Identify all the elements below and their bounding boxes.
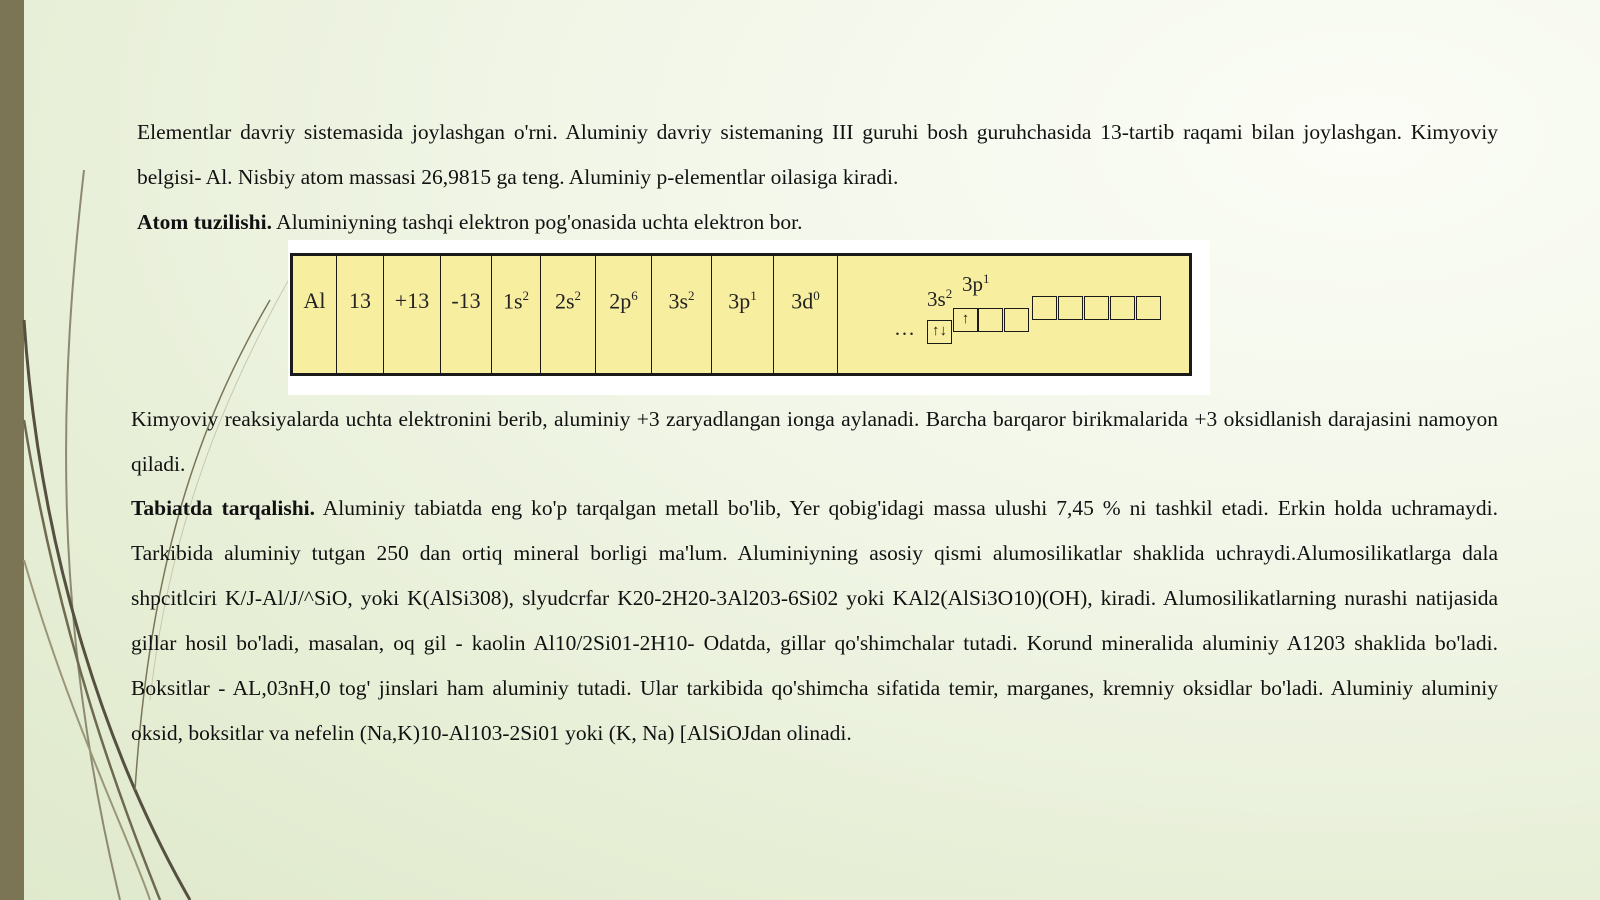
orbital-count: 0 — [813, 288, 820, 303]
cell-3p — [712, 256, 774, 373]
orbital-box-3d-2 — [1058, 296, 1083, 320]
orbital-box-3p-3 — [1004, 308, 1029, 332]
text-atom-structure: Aluminiyning tashqi elektron pog'onasida uchta elektron bor. — [271, 210, 803, 234]
cell-nuclear-charge: +13 — [384, 256, 441, 373]
paragraph-position: Elementlar davriy sistemasida joylashgan o'rni. Aluminiy davriy sistemaning III guruhi bosh guruhchasida 13-tartib raqami bilan joylashgan. Kimyoviy belgisi- Al. Nisbiy atom massasi 26,9815 ga teng. Aluminiy p-elementlar oilasiga kiradi. — [137, 120, 1498, 189]
orbital-box-3d-1 — [1032, 296, 1057, 320]
orbital-label: 3d — [791, 288, 814, 314]
paragraph-occurrence — [131, 486, 1498, 756]
cell-symbol: Al — [293, 256, 337, 373]
orbital-label: 2s — [554, 288, 575, 314]
label-3s-sup: 2 — [945, 286, 953, 301]
orbital-count: 2 — [522, 288, 530, 303]
orbital-box-diagram — [838, 256, 1189, 373]
orbital-box-3s: ↑↓ — [927, 320, 952, 344]
orbital-count: 2 — [574, 288, 582, 303]
cell-atomic-number: 13 — [337, 256, 384, 373]
orbital-count: 2 — [688, 288, 695, 303]
ellipsis-label: … — [894, 316, 915, 340]
cell-3d — [774, 256, 838, 373]
cell-1s — [492, 256, 541, 373]
orbital-count: 6 — [631, 288, 638, 303]
orbital-label: 3p — [728, 288, 751, 314]
orbital-box-3d-4 — [1110, 296, 1135, 320]
paragraph-atom-structure — [137, 200, 1498, 245]
text-occurrence: Aluminiy tabiatda eng ko'p tarqalgan metall bo'lib, Yer qobig'idagi massa ulushi 7,45 % ni tashkil etadi. Erkin holda uchramaydi. Tarkibida aluminiy tutgan 250 dan ortiq mineral borligi ma'lum. Aluminiyning asosiy qismi alumosilikatlar shaklida uchraydi.Alumosilikatlarga dala shpcitlciri K/J-Al/J/^SiO, yoki K(AlSi308), slyudcrfar K20-2H20-3Al203-6Si02 yoki KAl2(AlSi3O10)(OH), kiradi. Alumosilikatlarning nurashi natijasida gillar hosil bo'ladi, masalan, oq gil - kaolin Al10/2Si01-2H10- Odatda, gillar qo'shimchalar tutadi. Korund mineralida aluminiy A1203 shaklida bo'ladi. Boksitlar - AL,03nH,0 tog' jinslari ham aluminiy tutadi. Ular tarkibida qo'shimcha sifatida temir, marganes, kremniy oksidlar bo'ladi. Aluminiy aluminiy oksid, boksitlar va nefelin (Na,K)10-Al103-2Si01 yoki (K, Na) [AlSiOJdan olinadi. — [131, 496, 1499, 745]
label-3s-box — [927, 286, 952, 312]
cell-2s — [541, 256, 596, 373]
cell-electron-charge: -13 — [441, 256, 492, 373]
side-accent-bar — [0, 0, 24, 900]
orbital-count: 1 — [750, 288, 757, 303]
orbital-label: 2p — [609, 288, 632, 314]
orbital-box-3d-5 — [1136, 296, 1161, 320]
heading-atom-structure: Atom tuzilishi. — [137, 210, 272, 234]
label-3p-sup: 1 — [983, 271, 990, 286]
electron-configuration-table — [290, 253, 1192, 376]
orbital-box-3d-3 — [1084, 296, 1109, 320]
label-3s-text: 3s — [927, 287, 946, 311]
label-3p-text: 3p — [962, 272, 983, 296]
orbital-label: 3s — [668, 288, 689, 314]
orbital-label: 1s — [502, 288, 523, 314]
paragraph-oxidation: Kimyoviy reaksiyalarda uchta elektronini berib, aluminiy +3 zaryadlangan ionga aylanadi. Barcha barqaror birikmalarida +3 oksidlanish darajasini namoyon qiladi. — [131, 407, 1498, 476]
orbital-box-3p-2 — [978, 308, 1003, 332]
cell-3s — [652, 256, 712, 373]
label-3p-box — [962, 271, 990, 297]
orbital-box-3p-1: ↑ — [953, 308, 978, 332]
cell-2p — [596, 256, 652, 373]
heading-occurrence: Tabiatda tarqalishi. — [131, 496, 316, 520]
